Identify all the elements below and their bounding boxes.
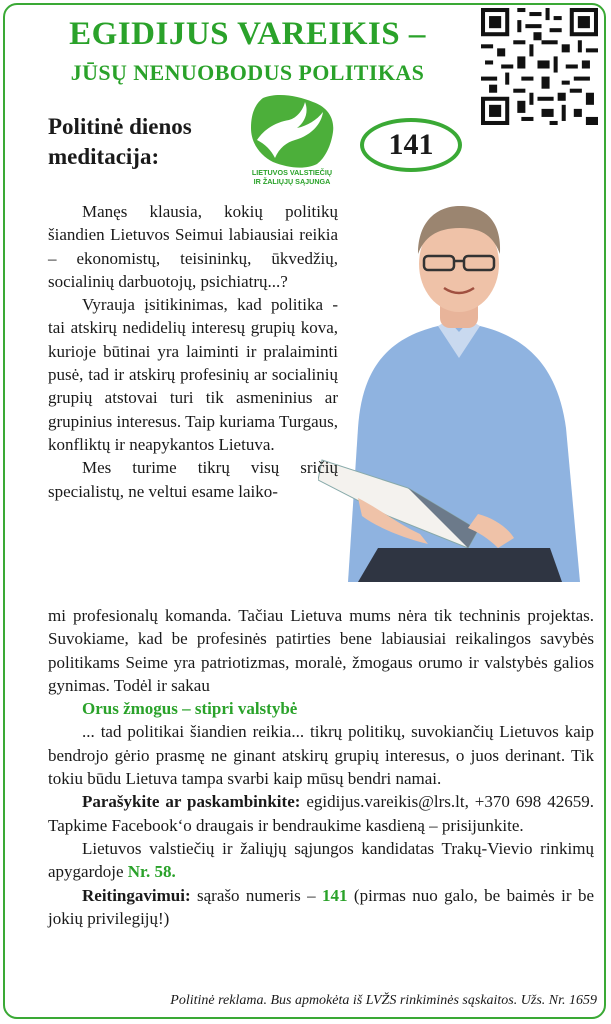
- candidate-district: Lietuvos valstiečių ir žaliųjų sąjungos kandidatas Trakų-Vievio rinkimų apygardoje Nr. 58.: [48, 838, 594, 882]
- candidate-photo: [318, 198, 600, 582]
- footer-disclaimer: Politinė reklama. Bus apmokėta iš LVŽS rinkiminės sąskaitos. Užs. Nr. 1659: [170, 993, 597, 1008]
- slogan: Orus žmogus – stipri valstybė: [82, 699, 298, 719]
- section-title: Politinė dienos meditacija:: [48, 114, 192, 169]
- headline-tagline: JŪSŲ NENUOBODUS POLITIKAS: [70, 60, 425, 85]
- party-logo-text: LIETUVOS VALSTIEČIŲ IR ŽALIŲJŲ SĄJUNGA: [251, 168, 333, 186]
- paragraph-intro: Manęs klausia, kokių politikų šiandien Lietuvos Seimui labiausiai reikia – ekonomistų, teisininkų, ūkvedžių, socialinių darbuotojų, psichiatrų...? Vyrauja įsitikinimas, kad politika - tai atskirų nedidelių interesų grupių kova, kurioje būtinai yra laiminti ir pralaiminti pusė, tad ir atskirų profesinių ar socialinių grupių atstovai turi tik asmeninius ar grupinius interesus. Taip kuriama Turgaus, konfliktų ir neapykantos Lietuva. Mes turime tikrų visų sričių specialistų, ne veltui esame laiko-: [48, 202, 339, 501]
- contact-info: Parašykite ar paskambinkite: egidijus.vareikis@lrs.lt, +370 698 42659. Tapkime Facebook‘o draugais ir bendraukime kasdieną – prisijunkite.: [48, 792, 594, 835]
- qr-code-icon[interactable]: [481, 8, 598, 125]
- candidate-number-badge: 141: [360, 118, 462, 172]
- rating-info: Reitingavimui: sąrašo numeris – 141 (pirmas nuo galo, be baimės ir be jokių privilegijų!): [48, 885, 594, 928]
- paragraph-body: mi profesionalų komanda. Tačiau Lietuva mums nėra tik techninis projektas. Suvokiame, kad be profesinės patirties bene labiausiai reikalingos savybės politikams Seime yra patriotizmas, moralė, žmogaus orumo ir valstybės galios gynimas. Todėl ir sakau Orus žmogus – stipri valstybė ... tad politikai šiandien reikia... tikrų politikų, suvokiančių Lietuvos kaip bendrojo gėrio prasmę ne ginant atskirų grupių interesus, o juos derinant. Tik tokiu būdu Lietuva tampa svarbi kaip mūsų bendri namai. Parašykite ar paskambinkite: egidijus.vareikis@lrs.lt, +370 698 42659. Tapkime Facebook‘o draugais ir bendraukime kasdieną – prisijunkite. Lietuvos valstiečių ir žaliųjų sąjungos kandidatas Trakų-Vievio rinkimų apygardoje Nr. 58. Reitingavimui: sąrašo numeris – 141 (pirmas nuo galo, be baimės ir be jokių privilegijų!): [48, 604, 594, 930]
- headline-name: EGIDIJUS VAREIKIS –: [69, 16, 426, 52]
